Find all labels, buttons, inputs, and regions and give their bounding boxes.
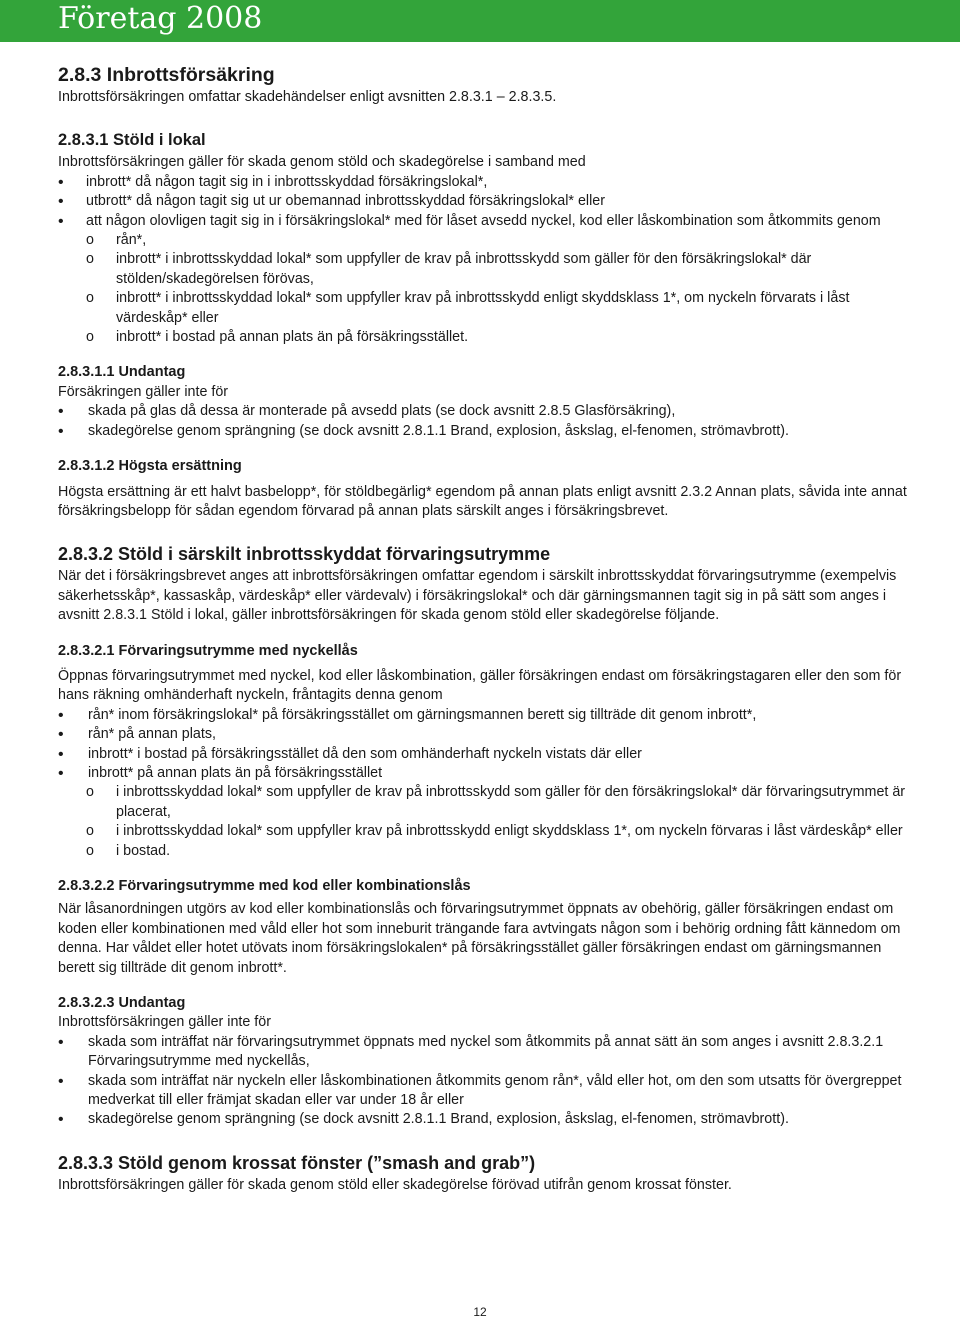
list-item: • skada på glas då dessa är monterade på avsedd plats (se dock avsnitt 2.8.5 Glasförsäkring),: [58, 402, 908, 421]
list-item: • att någon olovligen tagit sig in i försäkringslokal* med för låset avsedd nyckel, kod eller låskombination som åtkommits genom: [58, 212, 908, 231]
bullet-list: [58, 706, 908, 784]
section-text: När låsanordningen utgörs av kod eller kombinationslås och förvaringsutrymmet öppnats av obehörig, gäller försäkringen endast om koden eller kombinationen med våld eller hot som inneburit trängande fara avtvingats någon som i behörig ordning fått kännedom om denna. Har våldet eller hotet utövats inom försäkringslokalen* på försäkringsstället gäller försäkringen endast om gärningsmannen berett sig tillträde dit genom inbrott*.: [58, 901, 901, 976]
header-title: Företag 2008: [58, 1, 263, 36]
bullet-list: [58, 402, 908, 441]
list-item: • skadegörelse genom sprängning (se dock avsnitt 2.8.1.1 Brand, explosion, åskslag, el-fenomen, strömavbrott).: [58, 1110, 908, 1129]
list-item: • rån* inom försäkringslokal* på försäkringsstället om gärningsmannen berett sig tillträde dit genom inbrott*,: [58, 706, 908, 725]
section-2-8-3-1-2: [58, 457, 908, 521]
section-2-8-3-3: [58, 1150, 908, 1195]
sub-list-item: o i inbrottsskyddad lokal* som uppfyller krav på inbrottsskydd enligt skyddsklass 1*, om nyckeln förvaras i låst värdeskåp* eller: [58, 822, 908, 841]
document-body: [58, 62, 908, 1195]
section-2-8-3-2: [58, 541, 908, 625]
list-item: • inbrott* då någon tagit sig in i inbrottsskyddad försäkringslokal*,: [58, 173, 908, 192]
section-text: När det i försäkringsbrevet anges att inbrottsförsäkringen omfattar egendom i särskilt inbrottsskyddat förvaringsutrymme (exempelvis säkerhetsskåp*, kassaskåp, värdeskåp* eller värdevalv) i försäkringslokal* och där gärningsmannen tagit sig in på sätt som anges i avsnitt 2.8.3.1 Stöld i lokal, gäller inbrottsförsäkringen för skada genom stöld eller skadegörelse följande.: [58, 568, 897, 624]
bullet-list: [58, 1033, 908, 1130]
section-heading: 2.8.3.2.3 Undantag: [58, 995, 186, 1012]
list-item: • rån* på annan plats,: [58, 725, 908, 744]
list-item: • inbrott* på annan plats än på försäkringsstället: [58, 764, 908, 783]
sub-list-item: o inbrott* i inbrottsskyddad lokal* som uppfyller krav på inbrottsskydd enligt skyddsklass 1*, om nyckeln förvarats i låst värdeskåp* eller: [58, 289, 908, 328]
section-heading: 2.8.3.2.2 Förvaringsutrymme med kod eller kombinationslås: [58, 878, 471, 894]
section-2-8-3-1-1: [58, 363, 908, 441]
list-item: • skadegörelse genom sprängning (se dock avsnitt 2.8.1.1 Brand, explosion, åskslag, el-fenomen, strömavbrott).: [58, 422, 908, 441]
sub-list-item: o inbrott* i inbrottsskyddad lokal* som uppfyller de krav på inbrottsskydd som gäller för den försäkringslokal* där stölden/skadegörelsen förövas,: [58, 250, 908, 289]
sub-list-item: o i inbrottsskyddad lokal* som uppfyller de krav på inbrottsskydd som gäller för den försäkringslokal* där förvaringsutrymmet är placerat,: [58, 783, 908, 822]
list-item: • inbrott* i bostad på försäkringsstället då den som omhänderhaft nyckeln vistats där eller: [58, 745, 908, 764]
bullet-list: [58, 173, 908, 231]
section-text: Högsta ersättning är ett halvt basbelopp*, för stöldbegärlig* egendom på annan plats enligt avsnitt 2.3.2 Annan plats, såvida inte annat försäkringsbelopp för sådan egendom förvarad på annan plats särskilt anges i försäkringsbrevet.: [58, 483, 907, 519]
section-intro: Försäkringen gäller inte för: [58, 383, 229, 400]
section-heading: 2.8.3 Inbrottsförsäkring: [58, 64, 275, 86]
section-heading: 2.8.3.1 Stöld i lokal: [58, 131, 206, 150]
sub-list: [58, 783, 908, 861]
section-2-8-3-2-2: [58, 877, 908, 978]
sub-list-item: o rån*,: [58, 231, 908, 250]
list-item: • utbrott* då någon tagit sig ut ur obemannad inbrottsskyddad försäkringslokal* eller: [58, 192, 908, 211]
section-heading: 2.8.3.2.1 Förvaringsutrymme med nyckellås: [58, 642, 358, 659]
sub-list: [58, 231, 908, 347]
section-2-8-3-2-1: [58, 642, 908, 861]
list-item: • skada som inträffat när förvaringsutrymmet öppnats med nyckel som åtkommits på annat sätt än som anges i avsnitt 2.8.3.2.1 Förvaringsutrymme med nyckellås,: [58, 1033, 908, 1072]
section-intro: Inbrottsförsäkringen gäller för skada genom stöld och skadegörelse i samband med: [58, 154, 586, 171]
section-2-8-3: [58, 62, 908, 107]
section-intro: Inbrottsförsäkringen gäller inte för: [58, 1014, 271, 1031]
sub-list-item: o inbrott* i bostad på annan plats än på försäkringsstället.: [58, 328, 908, 347]
sub-list-item: o i bostad.: [58, 842, 908, 861]
list-item: • skada som inträffat när nyckeln eller låskombinationen åtkommits genom rån*, våld eller hot, om den som utsatts för övergreppet medverkat till eller främjat skadan eller var under 18 år eller: [58, 1072, 908, 1111]
section-heading: 2.8.3.3 Stöld genom krossat fönster (”smash and grab”): [58, 1152, 536, 1173]
section-heading: 2.8.3.1.1 Undantag: [58, 364, 186, 381]
section-intro: Öppnas förvaringsutrymmet med nyckel, kod eller låskombination, gäller försäkringen endast om försäkringstagaren eller den som för hans räkning omhänderhaft nyckeln, fråntagits denna genom: [58, 667, 902, 704]
section-heading: 2.8.3.1.2 Högsta ersättning: [58, 458, 242, 475]
section-text: Inbrottsförsäkringen gäller för skada genom stöld eller skadegörelse förövad utifrån genom krossat fönster.: [58, 1176, 732, 1193]
header-banner: [0, 0, 960, 42]
section-text: Inbrottsförsäkringen omfattar skadehändelser enligt avsnitten 2.8.3.1 – 2.8.3.5.: [58, 89, 557, 105]
section-2-8-3-1: [58, 127, 908, 347]
section-2-8-3-2-3: [58, 994, 908, 1130]
page-number: 12: [473, 1305, 487, 1319]
section-heading: 2.8.3.2 Stöld i särskilt inbrottsskyddat förvaringsutrymme: [58, 544, 551, 565]
